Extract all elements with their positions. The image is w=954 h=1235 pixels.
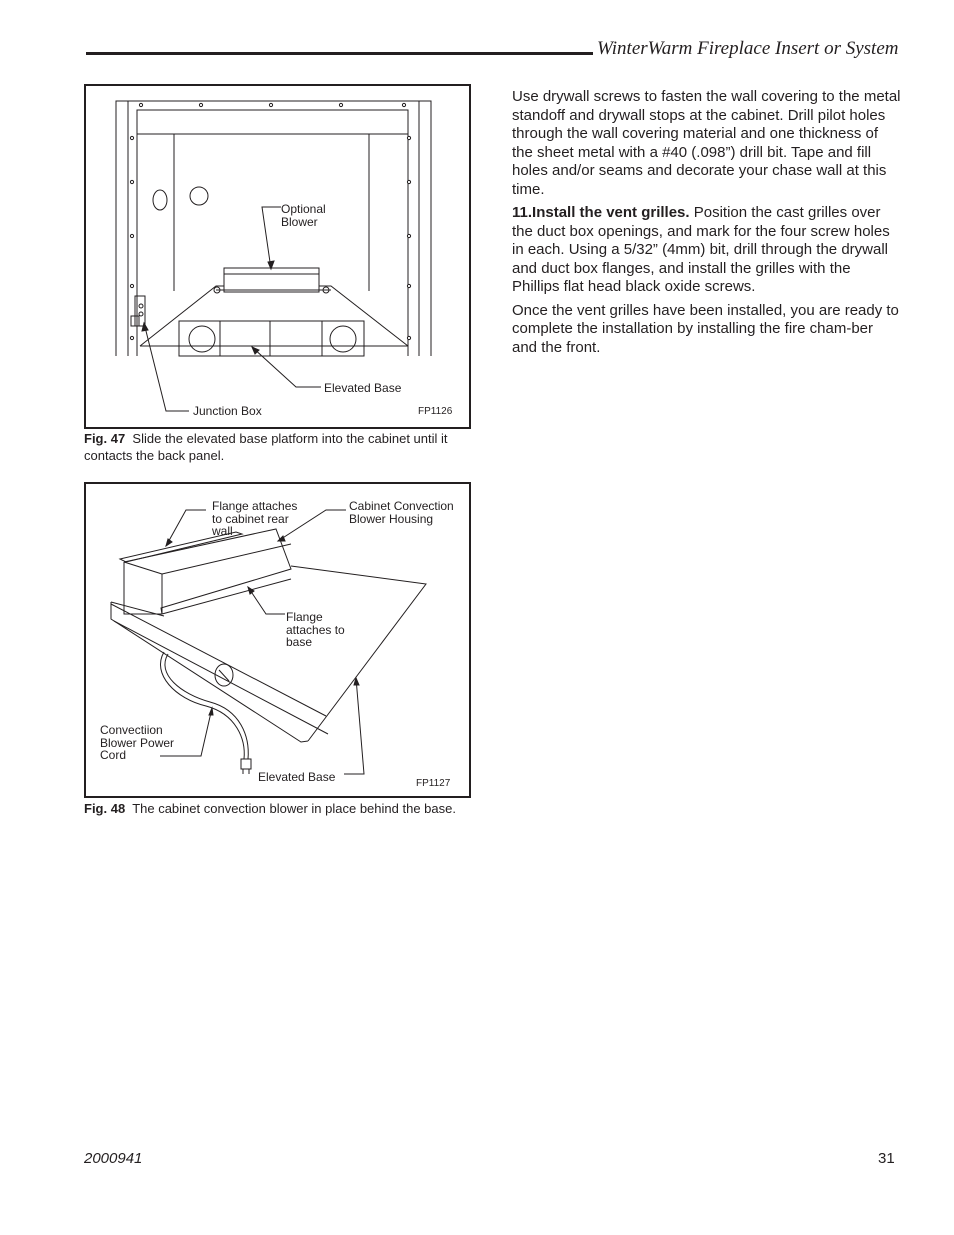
paragraph-step-11 [512,204,902,297]
caption-text: The cabinet convection blower in place behind the base. [132,801,456,816]
label-optional-blower: Optional Blower [281,202,326,229]
figure-47 [84,84,471,429]
paragraph-ready: Once the vent grilles have been installed, you are ready to complete the installation by installing the fire cham-ber and the front. [512,301,899,356]
step-title: 11.Install the vent grilles. [512,204,690,221]
label-power-cord: Convectiion Blower Power Cord [100,723,175,762]
label-junction-box: Junction Box [193,404,262,418]
caption-label: Fig. 47 [84,431,126,446]
label-flange-base: Flange attaches to base [286,610,345,649]
figure-48-caption [84,800,472,817]
label-elevated-base: Elevated Base [324,381,402,395]
figure-47-caption [84,430,472,464]
figure-code: FP1126 [418,406,453,417]
caption-label: Fig. 48 [84,801,126,816]
header-rule [86,52,593,55]
caption-text: Slide the elevated base platform into the cabinet until it contacts the back panel. [84,431,448,463]
figure-code: FP1127 [416,778,451,789]
page-number: 31 [878,1150,895,1167]
paragraph-drywall: Use drywall screws to fasten the wall covering to the metal standoff and drywall stops at the cabinet. Drill pilot holes through the wall covering material and one thickness of the sheet metal with a #40 (.098”) drill bit. Tape and fill holes and/or seams and decorate your chase wall at this time. [512,88,901,198]
label-flange-rear-wall: Flange attaches to cabinet rear wall [212,499,298,538]
page-header-title: WinterWarm Fireplace Insert or System [597,38,899,59]
label-elevated-base: Elevated Base [258,770,336,784]
figure-48 [84,482,471,798]
document-number: 2000941 [84,1150,143,1167]
body-text-column [512,88,902,362]
fig47-cabinet-drawing [86,86,469,427]
step-text: Position the cast grilles over the duct box openings, and mark for the four screw holes in each. Using a 5/32” (4mm) bit, drill through the drywall and duct box flanges, and install the grilles with the Phillips flat head black oxide screws. [512,204,890,295]
label-blower-housing: Cabinet Convection Blower Housing [349,499,454,526]
